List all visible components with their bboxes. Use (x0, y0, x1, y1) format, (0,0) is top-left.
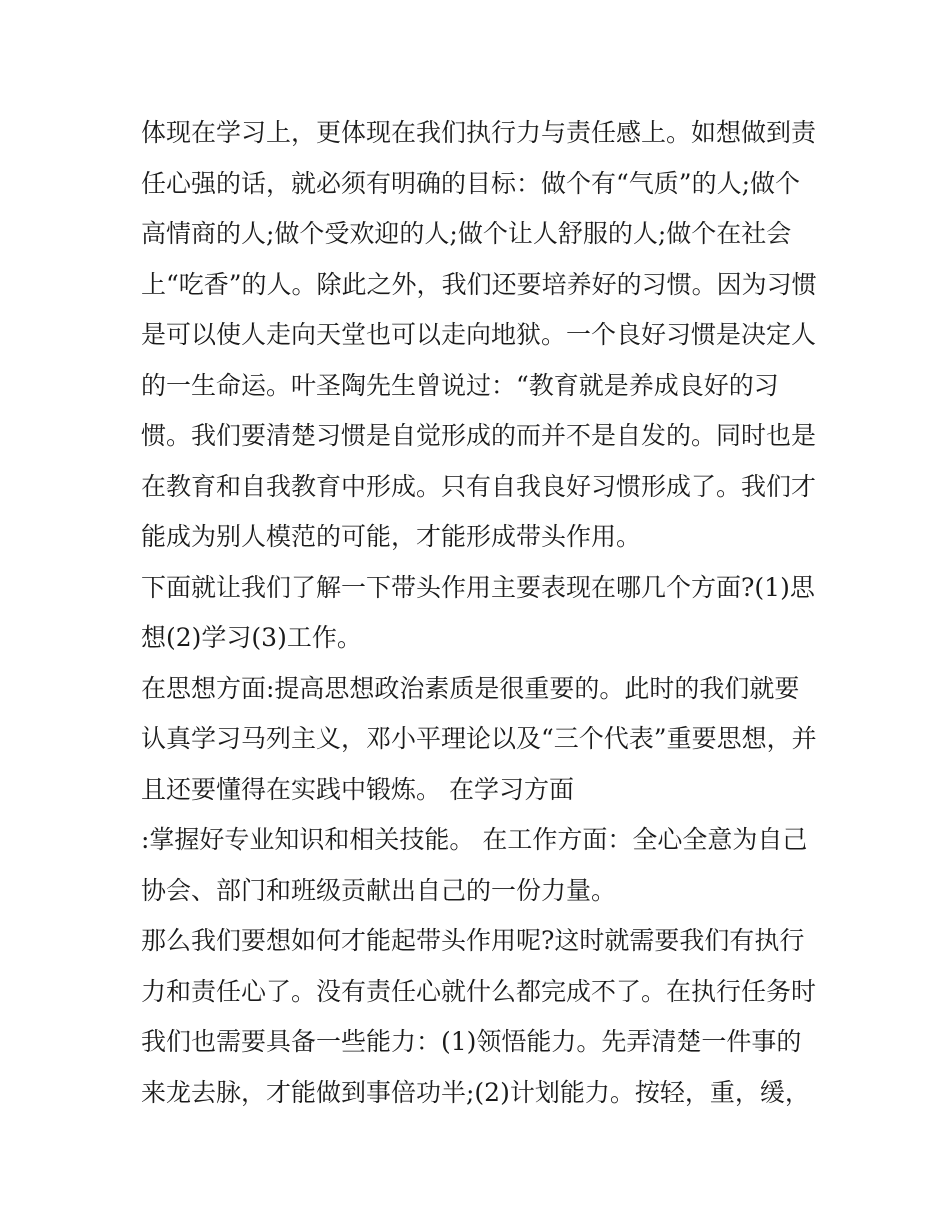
text-line: 力和责任心了。没有责任心就什么都完成不了。在执行任务时 (141, 976, 817, 1006)
text-line: 在教育和自我教育中形成。只有自我良好习惯形成了。我们才 (141, 471, 817, 501)
text-line: 上“吃香”的人。除此之外，我们还要培养好的习惯。因为习惯 (141, 269, 817, 299)
text-line: 能成为别人模范的可能，才能形成带头作用。 (141, 522, 642, 551)
text-line: 协会、部门和班级贡献出自己的一份力量。 (141, 875, 617, 905)
text-line: 我们也需要具备一些能力：(1)领悟能力。先弄清楚一件事的 (141, 1027, 802, 1056)
text-line: 来龙去脉，才能做到事倍功半;(2)计划能力。按轻，重，缓， (141, 1077, 810, 1107)
text-line: 的一生命运。叶圣陶先生曾说过：“教育就是养成良好的习 (141, 370, 779, 400)
text-line: 是可以使人走向天堂也可以走向地狱。一个良好习惯是决定人 (141, 320, 817, 349)
text-line: 任心强的话，就必须有明确的目标：做个有“气质”的人;做个 (141, 168, 800, 198)
text-line: 在思想方面:提高思想政治素质是很重要的。此时的我们就要 (141, 673, 800, 703)
text-line: 惯。我们要清楚习惯是自觉形成的而并不是自发的。同时也是 (141, 421, 817, 450)
text-line: 想(2)学习(3)工作。 (141, 623, 362, 652)
text-line: 高情商的人;做个受欢迎的人;做个让人舒服的人;做个在社会 (141, 219, 792, 248)
body-text (141, 108, 821, 1118)
text-line: 那么我们要想如何才能起带头作用呢?这时就需要我们有执行 (141, 926, 805, 955)
text-line: :掌握好专业知识和相关技能。 在工作方面：全心全意为自己 (141, 825, 808, 854)
text-line: 下面就让我们了解一下带头作用主要表现在哪几个方面?(1)思 (141, 572, 815, 602)
text-line: 体现在学习上，更体现在我们执行力与责任感上。如想做到责 (141, 118, 817, 147)
text-line: 且还要懂得在实践中锻炼。 在学习方面 (141, 774, 574, 804)
text-line: 认真学习马列主义，邓小平理论以及“三个代表”重要思想，并 (141, 724, 817, 753)
